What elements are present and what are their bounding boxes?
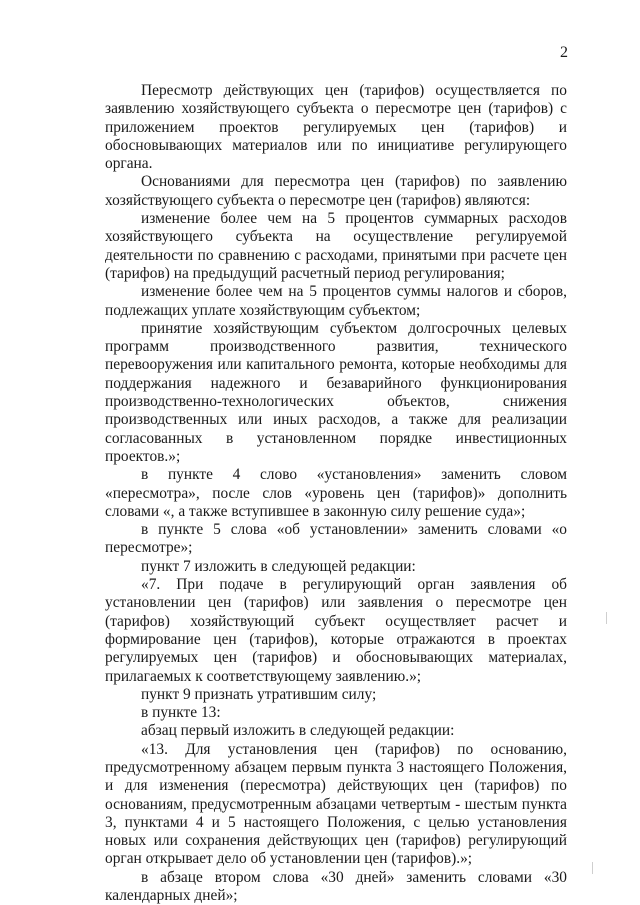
paragraph: в пункте 5 слова «об установлении» заменить словами «о пересмотре»;: [105, 521, 567, 557]
document-body: [105, 82, 567, 905]
paragraph: в пункте 13:: [141, 704, 221, 722]
page-number: 2: [560, 44, 568, 61]
margin-mark: [592, 862, 593, 874]
margin-mark: [606, 612, 607, 624]
paragraph: в абзаце втором слова «30 дней» заменить словами «30 календарных дней»;: [105, 868, 567, 905]
paragraph: пункт 7 изложить в следующей редакции:: [141, 557, 416, 575]
paragraph: принятие хозяйствующим субъектом долгосрочных целевых программ производственного развития, технического перевооружения или капитального ремонта, которые необходимы для поддержания надежного и безаварийного функционирования производственно-технологических объектов, снижения производственных или иных расходов, а также для реализации согласованных в установленном порядке инвестиционных проектов.»;: [105, 319, 567, 465]
paragraph: изменение более чем на 5 процентов суммы налогов и сборов, подлежащих уплате хозяйствующим субъектом;: [105, 283, 567, 319]
paragraph: пункт 9 признать утратившим силу;: [141, 685, 377, 703]
paragraph: в пункте 4 слово «установления» заменить словом «пересмотра», после слов «уровень цен (тарифов)» дополнить словами «, а также вступившее в законную силу решение суда»;: [105, 466, 567, 520]
paragraph: «13. Для установления цен (тарифов) по основанию, предусмотренному абзацем первым пункта 3 настоящего Положения, и для изменения (пересмотра) действующих цен (тарифов) по основаниям, предусмотренным абзацами четвертым - шестым пункта 3, пунктами 4 и 5 настоящего Положения, с целью установления новых или сохранения действующих цен (тарифов) регулирующий орган открывает дело об установлении цен (тарифов).»;: [105, 740, 567, 868]
paragraph: Пересмотр действующих цен (тарифов) осуществляется по заявлению хозяйствующего субъекта о пересмотре цен (тарифов) с приложением проектов регулируемых цен (тарифов) и обосновывающих материалов или по инициативе регулирующего органа.: [105, 82, 567, 173]
paragraph: Основаниями для пересмотра цен (тарифов) по заявлению хозяйствующего субъекта о пересмотре цен (тарифов) являются:: [105, 173, 567, 209]
paragraph: «7. При подаче в регулирующий орган заявления об установлении цен (тарифов) или заявления о пересмотре цен (тарифов) хозяйствующий субъект осуществляет расчет и формирование цен (тарифов), которые отражаются в проектах регулируемых цен (тарифов) и обосновывающих материалах, прилагаемых к соответствующему заявлению.»;: [105, 576, 567, 685]
paragraph: изменение более чем на 5 процентов суммарных расходов хозяйствующего субъекта на осуществление регулируемой деятельности по сравнению с расходами, принятыми при расчете цен (тарифов) на предыдущий расчетный период регулирования;: [105, 210, 567, 282]
paragraph: абзац первый изложить в следующей редакции:: [141, 722, 455, 740]
